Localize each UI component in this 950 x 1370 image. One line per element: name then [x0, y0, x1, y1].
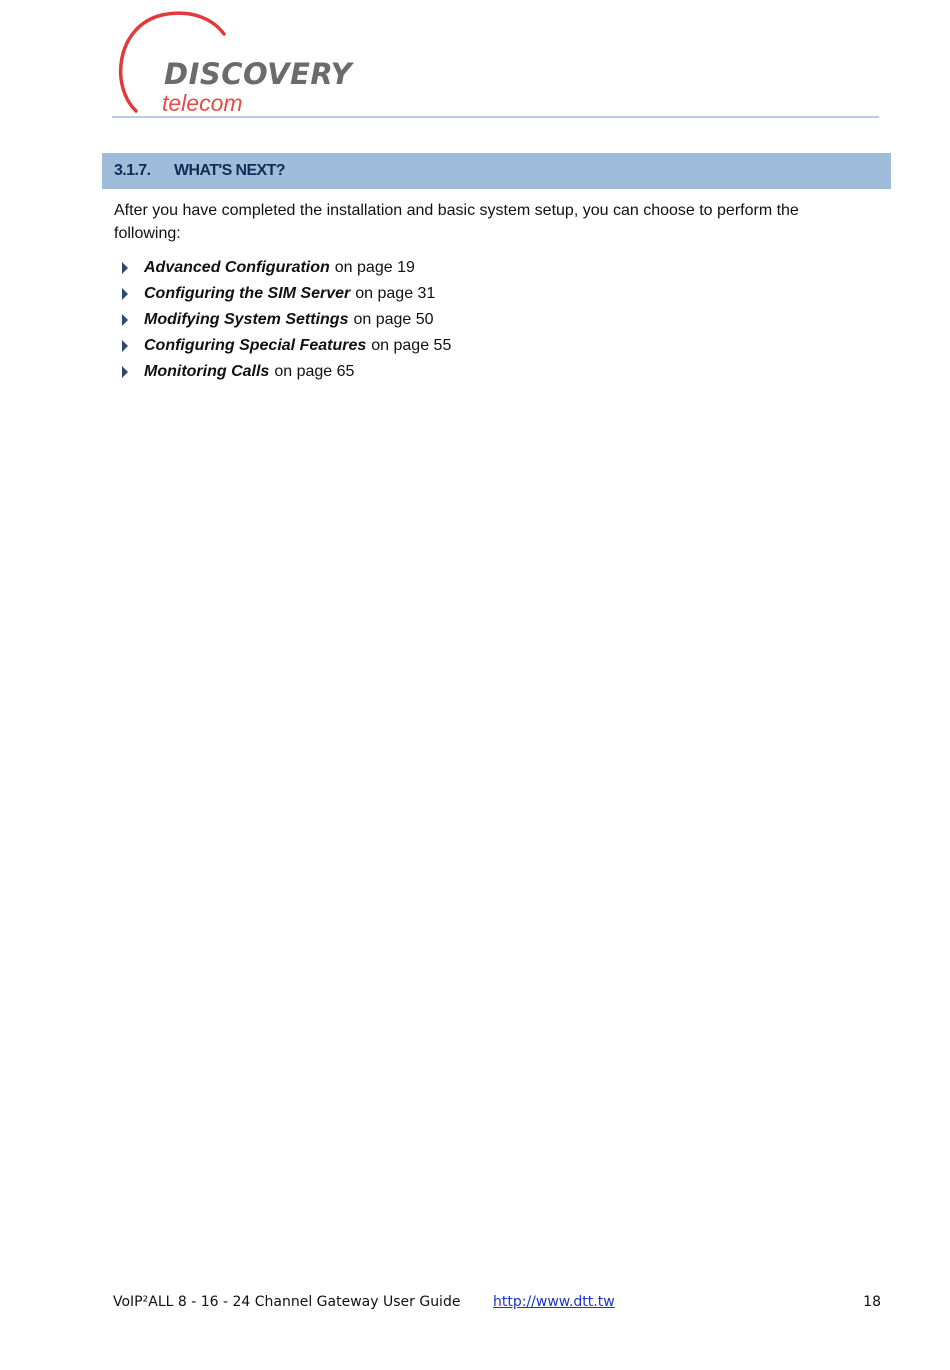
triangle-right-icon — [118, 366, 144, 378]
company-logo — [112, 8, 372, 116]
triangle-right-icon — [118, 314, 144, 326]
list-item-title: Modifying System Settings — [144, 311, 349, 328]
list-item[interactable] — [118, 333, 451, 359]
page-footer — [113, 1294, 881, 1314]
intro-paragraph: After you have completed the installation and basic system setup, you can choose to perform the following: — [114, 202, 799, 242]
logo-subtitle: telecom — [162, 90, 243, 116]
list-item-page-ref: on page 65 — [274, 363, 355, 380]
list-item[interactable] — [118, 307, 451, 333]
footer-guide-title: VoIP²ALL 8 - 16 - 24 Channel Gateway User Guide — [113, 1294, 461, 1310]
triangle-right-icon — [118, 262, 144, 274]
triangle-right-icon — [118, 288, 144, 300]
list-item-title: Configuring the SIM Server — [144, 285, 351, 302]
list-item[interactable] — [118, 255, 451, 281]
list-item-page-ref: on page 55 — [371, 337, 452, 354]
section-heading — [102, 153, 891, 189]
section-number: 3.1.7. — [114, 162, 151, 179]
triangle-right-icon — [118, 340, 144, 352]
list-item-title: Configuring Special Features — [144, 337, 367, 354]
list-item[interactable] — [118, 281, 451, 307]
list-item-title: Advanced Configuration — [144, 259, 330, 276]
page-number: 18 — [863, 1294, 881, 1310]
list-item-page-ref: on page 31 — [355, 285, 436, 302]
next-steps-list — [118, 255, 451, 385]
footer-website-link[interactable]: http://www.dtt.tw — [493, 1294, 615, 1310]
section-title: WHAT'S NEXT? — [174, 162, 285, 179]
header-divider — [112, 116, 879, 118]
list-item-title: Monitoring Calls — [144, 363, 270, 380]
list-item[interactable] — [118, 359, 451, 385]
logo-wordmark: DISCOVERY — [164, 57, 353, 91]
list-item-page-ref: on page 19 — [334, 259, 415, 276]
list-item-page-ref: on page 50 — [353, 311, 434, 328]
